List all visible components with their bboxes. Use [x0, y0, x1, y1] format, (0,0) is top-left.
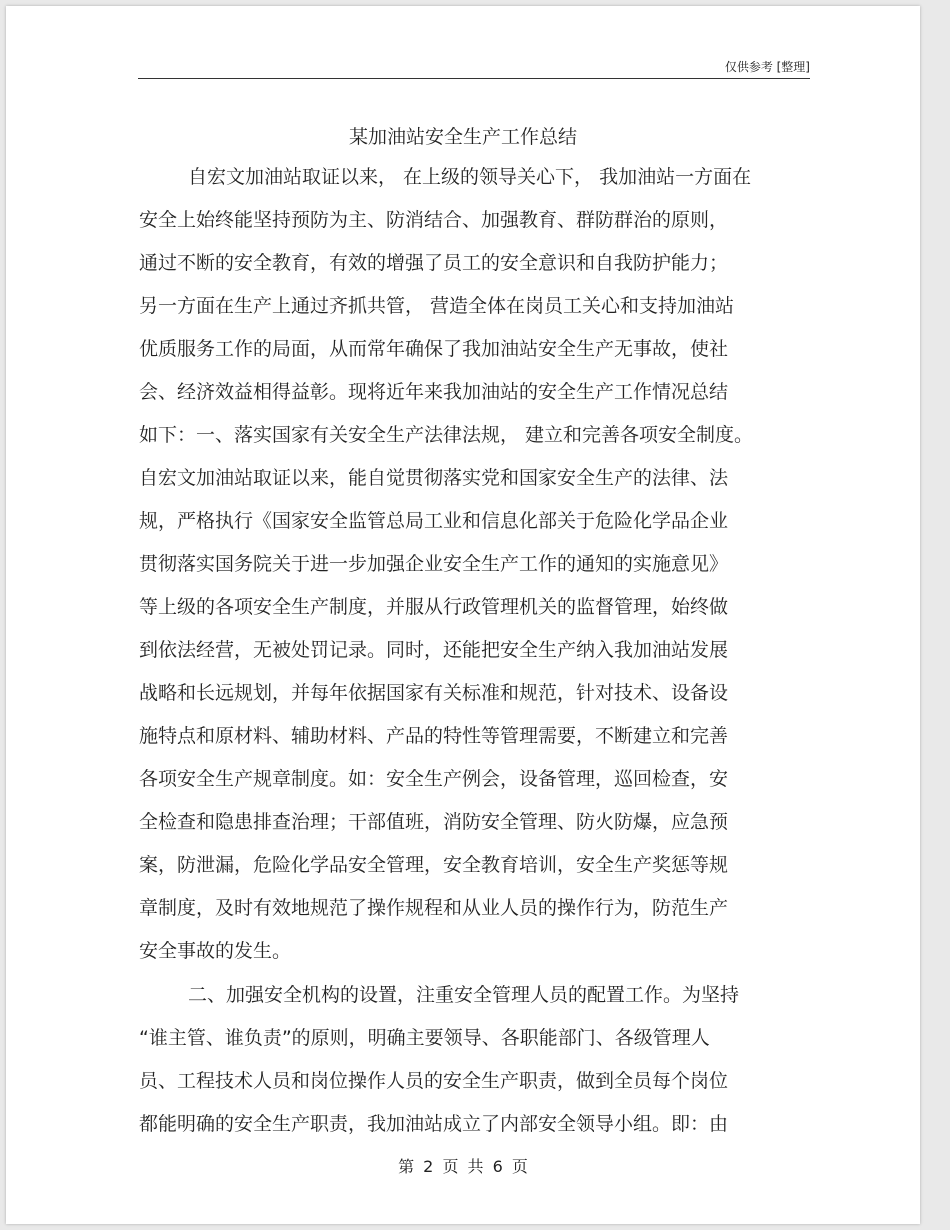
body-line: 安全上始终能坚持预防为主、防消结合、加强教育、群防群治的原则， [139, 209, 729, 231]
body-line: 安全事故的发生。 [139, 940, 292, 962]
body-line: 如下：一、落实国家有关安全生产法律法规， 建立和完善各项安全制度。 [139, 424, 754, 446]
body-line: 章制度，及时有效地规范了操作规程和从业人员的操作行为，防范生产 [139, 897, 729, 919]
body-line: 另一方面在生产上通过齐抓共管， 营造全体在岗员工关心和支持加油站 [139, 295, 735, 317]
body-line: 自宏文加油站取证以来， 在上级的领导关心下， 我加油站一方面在 [188, 166, 752, 188]
body-line: 二、加强安全机构的设置，注重安全管理人员的配置工作。为坚持 [188, 984, 740, 1006]
body-line: 到依法经营，无被处罚记录。同时，还能把安全生产纳入我加油站发展 [139, 639, 729, 661]
document-title: 某加油站安全生产工作总结 [348, 126, 577, 148]
body-line: 都能明确的安全生产职责，我加油站成立了内部安全领导小组。即：由 [139, 1113, 729, 1135]
body-line: “谁主管、谁负责”的原则，明确主要领导、各职能部门、各级管理人 [139, 1027, 710, 1049]
body-line: 通过不断的安全教育，有效的增强了员工的安全意识和自我防护能力； [139, 252, 729, 274]
document-page [6, 6, 920, 1224]
header-rule [138, 78, 810, 79]
body-line: 战略和长远规划，并每年依据国家有关标准和规范，针对技术、设备设 [139, 682, 729, 704]
body-line: 各项安全生产规章制度。如：安全生产例会，设备管理，巡回检查，安 [139, 768, 729, 790]
body-line: 会、经济效益相得益彰。现将近年来我加油站的安全生产工作情况总结 [139, 381, 729, 403]
body-line: 优质服务工作的局面，从而常年确保了我加油站安全生产无事故，使社 [139, 338, 729, 360]
page-number: 第 2 页 共 6 页 [398, 1157, 528, 1176]
body-line: 等上级的各项安全生产制度，并服从行政管理机关的监督管理，始终做 [139, 596, 729, 618]
body-line: 施特点和原材料、辅助材料、产品的特性等管理需要，不断建立和完善 [139, 725, 729, 747]
body-line: 规，严格执行《国家安全监管总局工业和信息化部关于危险化学品企业 [139, 510, 729, 532]
header-note: 仅供参考 [整理] [724, 60, 810, 74]
body-line: 员、工程技术人员和岗位操作人员的安全生产职责，做到全员每个岗位 [139, 1070, 729, 1092]
body-line: 案，防泄漏，危险化学品安全管理，安全教育培训，安全生产奖惩等规 [139, 854, 729, 876]
body-line: 全检查和隐患排查治理；干部值班，消防安全管理、防火防爆，应急预 [139, 811, 729, 833]
body-line: 自宏文加油站取证以来，能自觉贯彻落实党和国家安全生产的法律、法 [139, 467, 729, 489]
body-line: 贯彻落实国务院关于进一步加强企业安全生产工作的通知的实施意见》 [139, 553, 729, 575]
